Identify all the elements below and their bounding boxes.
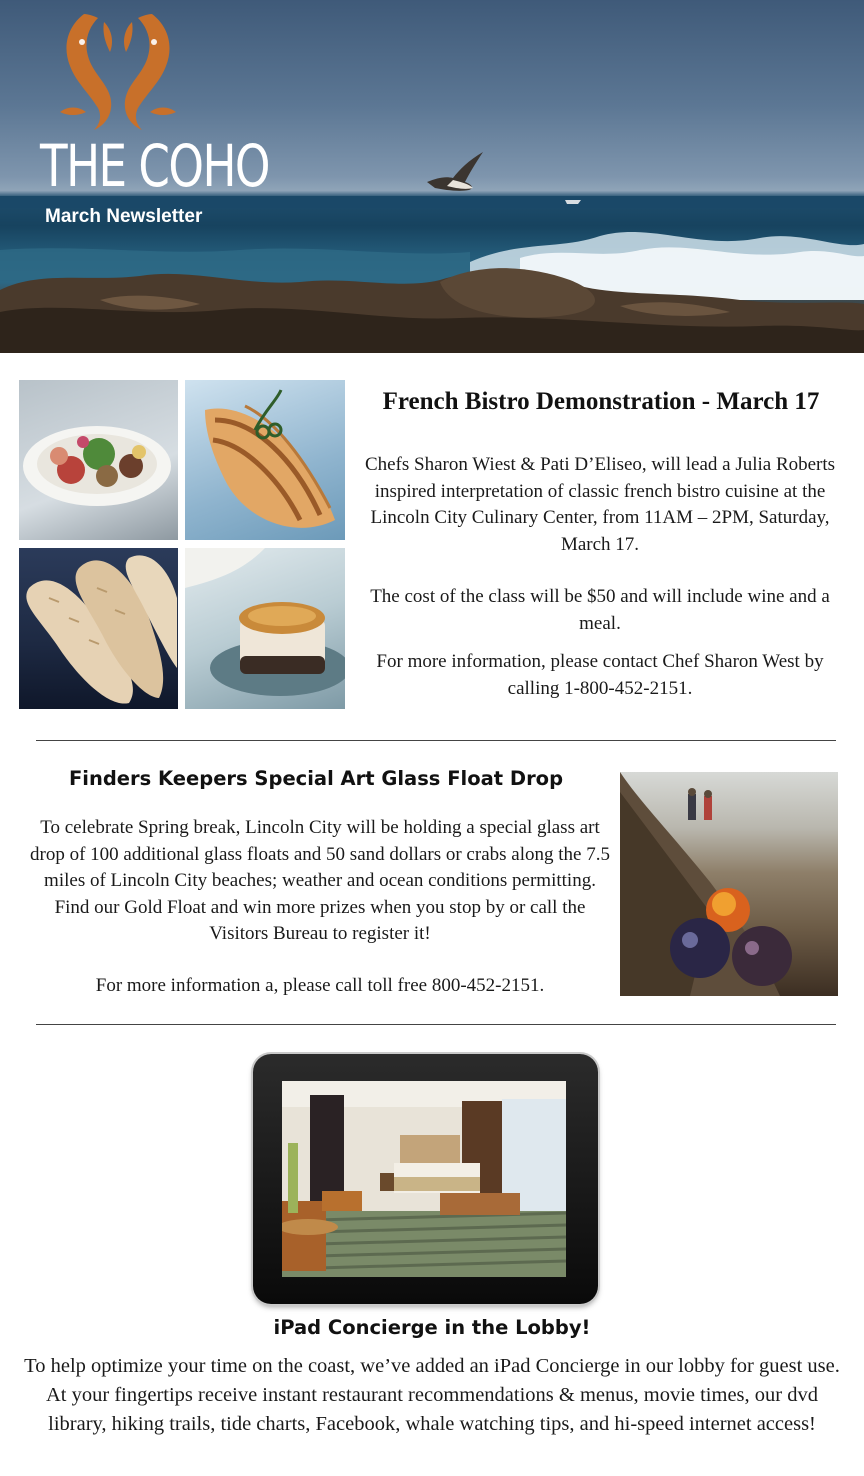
charcuterie-plate-photo — [19, 380, 178, 540]
newsletter-label: March Newsletter — [45, 206, 203, 227]
float-drop-title: Finders Keepers Special Art Glass Float Drop — [68, 767, 564, 790]
header-banner — [0, 0, 864, 353]
ipad-title: iPad Concierge in the Lobby! — [273, 1316, 591, 1339]
ipad-paragraph: To help optimize your time on the coast, we’ve added an iPad Concierge in our lobby for guest use. At your fingertips receive instant restaurant recommendations & menus, movie times, our dvd library, hiking trails, tide charts, Facebook, whale watching tips, and hi-speed internet access! — [24, 1355, 840, 1435]
bistro-paragraph-2: The cost of the class will be $50 and will include wine and a meal. — [370, 586, 830, 634]
bistro-paragraph-1: Chefs Sharon Wiest & Pati D’Eliseo, will lead a Julia Roberts inspired interpretation of classic french bistro cuisine at the Lincoln City Culinary Center, from 11AM – 2PM, Saturday, March 17. — [364, 454, 836, 555]
hotel-room-photo — [282, 1081, 566, 1277]
grilled-fish-photo — [185, 380, 345, 540]
bistro-paragraph-3: For more information, please contact Chef Sharon West by calling 1-800-452-2151. — [376, 651, 824, 699]
float-drop-paragraph-2: For more information a, please call toll free 800-452-2151. — [95, 975, 545, 996]
seagull — [427, 152, 483, 191]
dessert-cake-photo — [185, 548, 345, 709]
section-divider-1 — [36, 740, 836, 741]
bistro-title: French Bistro Demonstration - March 17 — [382, 388, 820, 415]
coho-salmon-logo — [58, 12, 178, 134]
section-divider-2 — [36, 1024, 836, 1025]
brand-name: THE COHO — [40, 132, 269, 200]
ipad-device — [253, 1054, 598, 1304]
float-drop-paragraph-1: To celebrate Spring break, Lincoln City will be holding a special glass art drop of 100 additional glass floats and 50 sand dollars or crabs along the 7.5 miles of Lincoln City beaches; weather and ocean conditions permitting. Find our Gold Float and win more prizes when you stop by or call the Visitors Bureau to register it! — [30, 817, 610, 944]
baguettes-photo — [19, 548, 178, 709]
glass-floats-beach-photo — [620, 772, 838, 996]
